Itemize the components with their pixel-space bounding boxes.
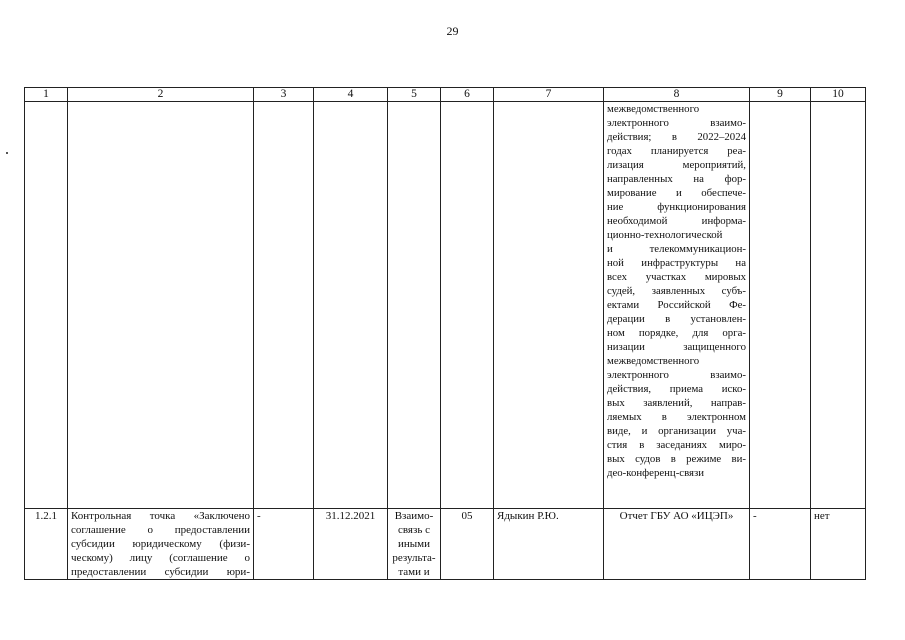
text-line: электронного взаимо- xyxy=(607,369,746,381)
text-line: вых заявлений, направ- xyxy=(607,397,746,409)
empty-cell xyxy=(388,102,441,509)
text-line: действия; в 2022–2024 xyxy=(607,131,746,143)
text-line: ляемых в электронном xyxy=(607,411,746,423)
column-number-row xyxy=(25,88,866,102)
text-line: электронного взаимо- xyxy=(607,117,746,129)
text-line: ние функционирования xyxy=(607,201,746,213)
plan-table xyxy=(24,87,866,580)
empty-cell xyxy=(494,102,604,509)
text-line: вых судов в режиме ви- xyxy=(607,453,746,465)
empty-cell xyxy=(68,102,254,509)
page-number: 29 xyxy=(446,24,459,38)
col-header-2: 2 xyxy=(68,88,254,102)
text-line: результа- xyxy=(392,552,436,564)
col-header-10: 10 xyxy=(811,88,866,102)
text-line: субсидии юридическому (физи- xyxy=(71,538,250,550)
text-line: всех участках мировых xyxy=(607,271,746,283)
col-header-8: 8 xyxy=(604,88,750,102)
text-line: дерации в установлен- xyxy=(607,313,746,325)
text-line: ной инфраструктуры на xyxy=(607,257,746,269)
text-line: тами и xyxy=(398,566,430,578)
responsible-cell: Ядыкин Р.Ю. xyxy=(494,509,604,580)
continued-description-cell xyxy=(604,102,750,509)
continued-row xyxy=(25,102,866,509)
text-line: направленных на фор- xyxy=(607,173,746,185)
text-line: межведомственного xyxy=(607,355,700,367)
text-line: предоставлении субсидии юри- xyxy=(71,566,250,578)
text-line: судей, заявленных субъ- xyxy=(607,285,746,297)
empty-cell xyxy=(811,102,866,509)
text-line: иными xyxy=(397,538,430,550)
text-line: и телекоммуникацион- xyxy=(607,243,746,255)
text-line: лизация мероприятий, xyxy=(607,159,746,171)
text-line: виде, и организации уча- xyxy=(607,425,746,437)
info-system-cell: - xyxy=(750,509,811,580)
empty-cell xyxy=(314,102,388,509)
text-line: ционно-технологической xyxy=(607,229,723,241)
empty-cell xyxy=(441,102,494,509)
text-line: ектами Российской Фе- xyxy=(607,299,746,311)
empty-cell xyxy=(25,102,68,509)
col-header-3: 3 xyxy=(254,88,314,102)
relation-cell xyxy=(388,509,441,580)
text-line: Взаимо- xyxy=(394,510,434,522)
empty-cell xyxy=(750,102,811,509)
row-number: 1.2.1 xyxy=(25,509,68,580)
result-document-cell: Отчет ГБУ АО «ИЦЭП» xyxy=(604,509,750,580)
text-line: связь с xyxy=(398,524,430,536)
start-date-cell: - xyxy=(254,509,314,580)
text-line: необходимой информа- xyxy=(607,215,746,227)
margin-mark xyxy=(6,152,8,154)
col-header-9: 9 xyxy=(750,88,811,102)
flag-cell: нет xyxy=(811,509,866,580)
col-header-1: 1 xyxy=(25,88,68,102)
text-line: стия в заседаниях миро- xyxy=(607,439,746,451)
text-line: Контрольная точка «Заключено xyxy=(71,510,250,522)
text-line: действия, приема иско- xyxy=(607,383,746,395)
text-line: межведомственного xyxy=(607,103,700,115)
text-line: ческому) лицу (соглашение о xyxy=(71,552,250,564)
event-name-cell xyxy=(68,509,254,580)
text-line: годах планируется реа- xyxy=(607,145,746,157)
text-line: ном порядке, для орга- xyxy=(607,327,746,339)
text-line: соглашение о предоставлении xyxy=(71,524,250,536)
text-line: мирование и обеспече- xyxy=(607,187,746,199)
end-date-cell: 31.12.2021 xyxy=(314,509,388,580)
col-header-7: 7 xyxy=(494,88,604,102)
col-header-6: 6 xyxy=(441,88,494,102)
text-line: низации защищенного xyxy=(607,341,746,353)
col-header-4: 4 xyxy=(314,88,388,102)
text-line: део-конференц-связи xyxy=(607,467,705,479)
empty-cell xyxy=(254,102,314,509)
code-cell: 05 xyxy=(441,509,494,580)
table-row xyxy=(25,509,866,580)
col-header-5: 5 xyxy=(388,88,441,102)
